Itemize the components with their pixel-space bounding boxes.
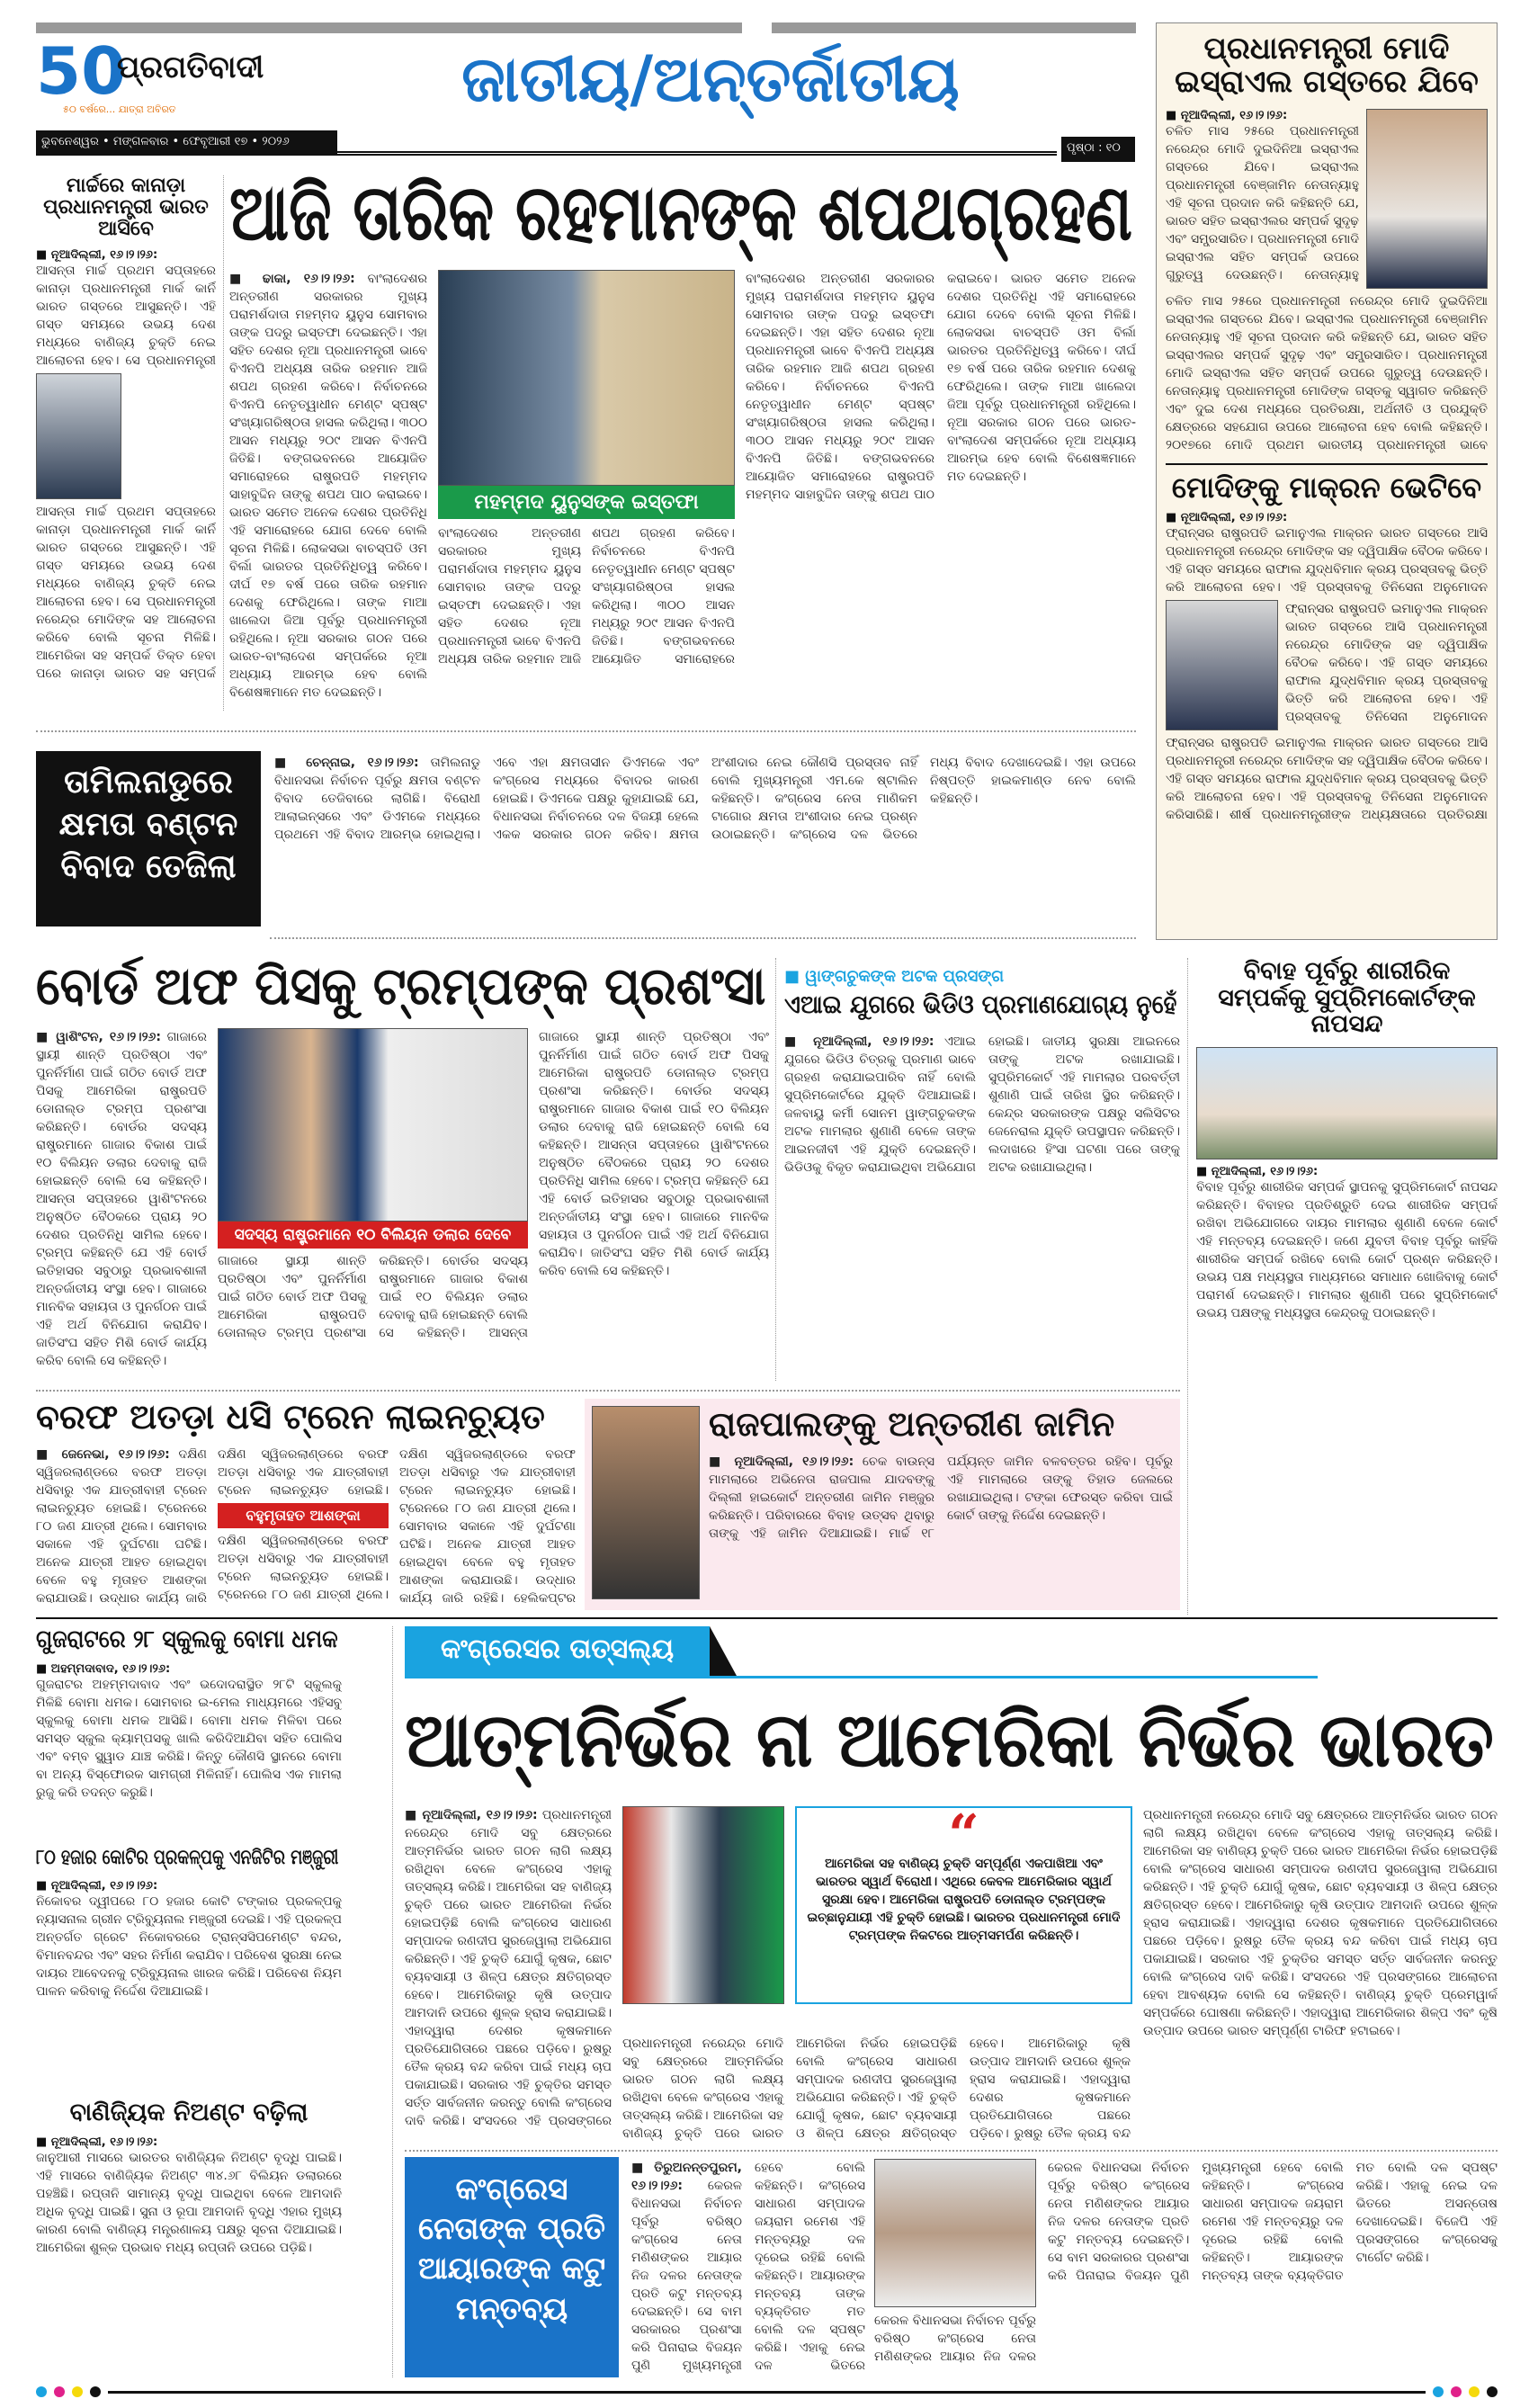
divider: [775, 958, 776, 1381]
headline-wrap: [36, 955, 769, 1021]
body-col1: [36, 1028, 207, 1370]
masthead-logo: [36, 33, 297, 121]
photo-caption: ମହମ୍ମଦ ୟୁନୁସଙ୍କ ଇସ୍ତଫା: [438, 486, 735, 519]
atmanirbhar-body-bottom: ପ୍ରଧାନମନ୍ତ୍ରୀ ନରେନ୍ଦ୍ର ମୋଦି ସବୁ କ୍ଷେତ୍ରରେ ଆତ୍ମନିର୍ଭର ଭାରତ ଗଠନ ଲାଗି ଲକ୍ଷ୍ୟ ରଖିଥିବା ବେଳେ କଂଗ୍ରେସ ଏହାକୁ ତାତ୍ସଲ୍ୟ କରିଛି। ଆମେରିକା ସହ ବାଣିଜ୍ୟ ଚୁକ୍ତି ପରେ ଭାରତ ଆମେରିକା ନିର୍ଭର ହୋଇପଡ଼ିଛି ବୋଲି କଂଗ୍ରେସ ସାଧାରଣ ସମ୍ପାଦକ ରଣଦୀପ ସୁରଜେୱାଲା ଅଭିଯୋଗ କରିଛନ୍ତି। ଏହି ଚୁକ୍ତି ଯୋଗୁଁ କୃଷକ, ଛୋଟ ବ୍ୟବସାୟୀ ଓ ଶିଳ୍ପ କ୍ଷେତ୍ର କ୍ଷତିଗ୍ରସ୍ତ ହେବେ। ଆମେରିକାରୁ କୃଷି ଉତ୍ପାଦ ଆମଦାନି ଉପରେ ଶୁଳ୍କ ହ୍ରାସ କରାଯାଇଛି। ଏହାଦ୍ୱାରା ଦେଶର କୃଷକମାନେ ପ୍ରତିଯୋଗିତାରେ ପଛରେ ପଡ଼ିବେ। ରୁଷରୁ ତୈଳ କ୍ରୟ ବନ୍ଦ: [622, 2037, 1131, 2141]
dateline: ■ ଢାକା, ୧୬।୨।୨୬:: [229, 272, 355, 286]
logo-name: ପ୍ରଗତିବାଦୀ: [117, 49, 264, 85]
top-bar-right: [772, 22, 1136, 33]
article-tarique: [229, 168, 1136, 720]
body-trade: ଜାନୁଆରୀ ମାସରେ ଭାରତର ବାଣିଜ୍ୟିକ ନିଅଣ୍ଟ ବୃଦ୍ଧି ପାଇଛି। ଏହି ମାସରେ ବାଣିଜ୍ୟିକ ନିଅଣ୍ଟ ୩୪.୬୮ ବିଲିୟନ ଡଲାରରେ ପହଞ୍ଚିଛି। ରପ୍ତାନି ସାମାନ୍ୟ ବୃଦ୍ଧି ପାଇଥିବା ବେଳେ ଆମଦାନି ଅଧିକ ବୃଦ୍ଧି ପାଇଛି। ସୁନା ଓ ରୂପା ଆମଦାନି ବୃଦ୍ଧି ଏହାର ମୁଖ୍ୟ କାରଣ ବୋଲି ବାଣିଜ୍ୟ ମନ୍ତ୍ରଣାଳୟ ପକ୍ଷରୁ ସୂଚନା ଦିଆଯାଇଛି। ଆମେରିକା ଶୁଳ୍କ ପ୍ରଭାବ ମଧ୍ୟ ରପ୍ତାନି ଉପରେ ପଡ଼ିଛି।: [36, 2151, 342, 2255]
divider: [1187, 958, 1188, 1615]
body-text: ଗାଜାରେ ସ୍ଥାୟୀ ଶାନ୍ତି ପ୍ରତିଷ୍ଠା ଏବଂ ପୁନର୍ନିର୍ମାଣ ପାଇଁ ଗଠିତ ବୋର୍ଡ ଅଫ ପିସକୁ ଆମେରିକା ରାଷ୍ଟ୍ରପତି ଡୋନାଲ୍ଡ ଟ୍ରମ୍ପ ପ୍ରଶଂସା କରିଛନ୍ତି। ବୋର୍ଡର ସଦସ୍ୟ ରାଷ୍ଟ୍ରମାନେ ଗାଜାର ବିକାଶ ପାଇଁ ୧୦ ବିଲିୟନ ଡଲାର ଦେବାକୁ ରାଜି ହୋଇଛନ୍ତି ବୋଲି ସେ କହିଛନ୍ତି। ଆସନ୍ତା ସପ୍ତାହରେ ୱାଶିଂଟନରେ ଅନୁଷ୍ଠିତ ବୈଠକରେ ପ୍ରାୟ ୨୦ ଦେଶର ପ୍ରତିନିଧି ସାମିଲ ହେବେ। ଟ୍ରମ୍ପ କହିଛନ୍ତି ଯେ ଏହି ବୋର୍ଡ ଇତିହାସର ସବୁଠାରୁ ପ୍ରଭାବଶାଳୀ ଅନ୍ତର୍ଜାତୀୟ ସଂସ୍ଥା ହେବ। ଗାଜାରେ ମାନବିକ ସହାୟତା ଓ ପୁନର୍ଗଠନ ପାଇଁ ଏହି ଅର୍ଥ ବିନିଯୋଗ କରାଯିବ। ଜାତିସଂଘ ସହିତ ମିଶି ବୋର୍ଡ କାର୍ଯ୍ୟ କରିବ ବୋଲି ସେ କହିଛନ୍ତି।: [36, 1030, 207, 1368]
surjewala-photo: [622, 1806, 784, 2004]
body-col1: [405, 1806, 612, 2130]
divider: [405, 2150, 1498, 2152]
aiyar-photo: [874, 2159, 1036, 2307]
masthead-dateline: ଭୁବନେଶ୍ୱର • ମଙ୍ଗଳବାର • ଫେବୃଆରୀ ୧୭ • ୨୦୨୬: [41, 135, 290, 148]
supreme-court-photo: [1196, 1047, 1498, 1159]
divider: [223, 175, 224, 711]
dateline-bar: [36, 130, 337, 156]
tamilnadu-headline-box: [36, 751, 261, 926]
body-col4: ପ୍ରଧାନମନ୍ତ୍ରୀ ନରେନ୍ଦ୍ର ମୋଦି ସବୁ କ୍ଷେତ୍ରରେ ଆତ୍ମନିର୍ଭର ଭାରତ ଗଠନ ଲାଗି ଲକ୍ଷ୍ୟ ରଖିଥିବା ବେଳେ କଂଗ୍ରେସ ଏହାକୁ ତାତ୍ସଲ୍ୟ କରିଛି। ଆମେରିକା ସହ ବାଣିଜ୍ୟ ଚୁକ୍ତି ପରେ ଭାରତ ଆମେରିକା ନିର୍ଭର ହୋଇପଡ଼ିଛି ବୋଲି କଂଗ୍ରେସ ସାଧାରଣ ସମ୍ପାଦକ ରଣଦୀପ ସୁରଜେୱାଲା ଅଭିଯୋଗ କରିଛନ୍ତି। ଏହି ଚୁକ୍ତି ଯୋଗୁଁ କୃଷକ, ଛୋଟ ବ୍ୟବସାୟୀ ଓ ଶିଳ୍ପ କ୍ଷେତ୍ର କ୍ଷତିଗ୍ରସ୍ତ ହେବେ। ଆମେରିକାରୁ କୃଷି ଉତ୍ପାଦ ଆମଦାନି ଉପରେ ଶୁଳ୍କ ହ୍ରାସ କରାଯାଇଛି। ଏହାଦ୍ୱାରା ଦେଶର କୃଷକମାନେ ପ୍ରତିଯୋଗିତାରେ ପଛରେ ପଡ଼ିବେ। ରୁଷରୁ ତୈଳ କ୍ରୟ ବନ୍ଦ କରିବା ପାଇଁ ମଧ୍ୟ ଚାପ ପକାଯାଇଛି। ସରକାର ଏହି ଚୁକ୍ତିର ସମସ୍ତ ସର୍ତ୍ତ ସାର୍ବଜନୀନ କରନ୍ତୁ ବୋଲି କଂଗ୍ରେସ ଦାବି କରିଛି। ସଂସଦରେ ଏହି ପ୍ରସଙ୍ଗରେ ଆଲୋଚନା ହେବା ଆବଶ୍ୟକ ବୋଲି ସେ କହିଛନ୍ତି। ବାଣିଜ୍ୟ ଚୁକ୍ତି ପ୍ରେମୱାର୍କ ସମ୍ପର୍କରେ ଘୋଷଣା କରିଛନ୍ତି। ଏହାଦ୍ୱାରା ଆମେରିକାର ଶିଳ୍ପ ଏବଂ କୃଷି ଉତ୍ପାଦ ଉପରେ ଭାରତ ସମ୍ପୂର୍ଣ୍ଣ ଟାରିଫ ହଟାଇବେ।: [1143, 1808, 1498, 2038]
headline: ମାର୍ଚ୍ଚରେ କାନାଡ଼ା ପ୍ରଧାନମନ୍ତ୍ରୀ ଭାରତ ଆସିବେ: [43, 175, 209, 241]
yunus-photo: [438, 270, 735, 486]
article-wangchuk: [784, 967, 1180, 1381]
divider: [36, 1390, 1180, 1392]
divider: [392, 1626, 393, 2377]
dateline: ■ ନୂଆଦିଲ୍ଲୀ, ୧୬।୨।୨୬:: [36, 2135, 158, 2149]
modi-photo: [1366, 109, 1488, 289]
article-train: [36, 1399, 576, 1610]
dateline: ■ ନୂଆଦିଲ୍ଲୀ, ୧୬।୨।୨୬:: [405, 1808, 538, 1822]
body-ngt: ନିକୋବର ଦ୍ୱୀପରେ ୮୦ ହଜାର କୋଟି ଟଙ୍କାର ପ୍ରକଳ୍ପକୁ ନ୍ୟାସନାଲ ଗ୍ରୀନ ଟ୍ରିବ୍ୟୁନାଲ ମଞ୍ଜୁରୀ ଦେଇଛି। ଏହି ପ୍ରକଳ୍ପ ଅନ୍ତର୍ଗତ ଗ୍ରେଟ ନିକୋବରରେ ଟ୍ରାନ୍ସସିପମେଣ୍ଟ ବନ୍ଦର, ବିମାନବନ୍ଦର ଏବଂ ସହର ନିର୍ମାଣ କରାଯିବ। ପରିବେଶ ସୁରକ୍ଷା ନେଇ ଦାୟର ଆବେଦନକୁ ଟ୍ରିବ୍ୟୁନାଲ ଖାରଜ କରିଛି। ପରିବେଶ ନିୟମ ପାଳନ କରିବାକୁ ନିର୍ଦ୍ଦେଶ ଦିଆଯାଇଛି।: [36, 1894, 342, 1999]
headline-wrap: [36, 1399, 576, 1440]
headline: ବୋର୍ଡ ଅଫ ପିସକୁ ଟ୍ରମ୍ପଙ୍କ ପ୍ରଶଂସା: [36, 955, 766, 1016]
article-body-cont: ଫ୍ରାନ୍ସର ରାଷ୍ଟ୍ରପତି ଇମାନୁଏଲ ମାକ୍ରନ ଭାରତ ଗସ୍ତରେ ଆସି ପ୍ରଧାନମନ୍ତ୍ରୀ ନରେନ୍ଦ୍ର ମୋଦିଙ୍କ ସହ ଦ୍ୱିପାକ୍ଷିକ ବୈଠକ କରିବେ। ଏହି ଗସ୍ତ ସମୟରେ ରାଫାଲ ଯୁଦ୍ଧବିମାନ କ୍ରୟ ପ୍ରସ୍ତାବକୁ ଭିତ୍ତି କରି ଆଲୋଚନା ହେବ। ଏହି ପ୍ରସ୍ତାବକୁ ତିନିସେନା ଅନୁମୋଦନ କରିସାରିଛି। ଶୀର୍ଷ ପ୍ରଧାନମନ୍ତ୍ରୀଙ୍କ ଅଧ୍ୟକ୍ଷତାରେ ପ୍ରତିରକ୍ଷା: [1166, 735, 1488, 822]
dateline: ■ ନୂଆଦିଲ୍ଲୀ, ୧୬।୨।୨୬:: [1166, 510, 1288, 524]
aiyar-body-left: [631, 2159, 865, 2375]
article-body: [784, 1033, 1180, 1356]
article-body: ଆସନ୍ତା ମାର୍ଚ୍ଚ ପ୍ରଥମ ସପ୍ତାହରେ କାନାଡ଼ା ପ୍ରଧାନମନ୍ତ୍ରୀ ମାର୍କ କାର୍ନି ଭାରତ ଗସ୍ତରେ ଆସୁଛନ୍ତି। ଏହି ଗସ୍ତ ସମୟରେ ଉଭୟ ଦେଶ ମଧ୍ୟରେ ବାଣିଜ୍ୟ ଚୁକ୍ତି ନେଇ ଆଲୋଚନା ହେବ। ସେ ପ୍ରଧାନମନ୍ତ୍ରୀ: [36, 263, 216, 368]
headline-wrap: [36, 1847, 342, 1874]
article-body: [709, 1453, 1173, 1597]
aiyar-headline-box: [405, 2157, 619, 2377]
body-col2b: ଦକ୍ଷିଣ ସ୍ୱିଜରଲାଣ୍ଡରେ ବରଫ ଅତଡ଼ା ଧସିବାରୁ ଏକ ଯାତ୍ରୀବାହୀ ଟ୍ରେନ ଲାଇନଚ୍ୟୁତ ହୋଇଛି। ଟ୍ରେନରେ ୮୦ ଜଣ ଯାତ୍ରୀ ଥିଲେ।: [218, 1534, 389, 1602]
headline-wrap: [405, 1698, 1498, 1788]
rajpal-photo: [592, 1406, 700, 1599]
headline: ଏଆଇ ଯୁଗରେ ଭିଡିଓ ପ୍ରମାଣଯୋଗ୍ୟ ନୁହେଁ: [784, 989, 1177, 1019]
aiyar-body-under-photo: କେରଳ ବିଧାନସଭା ନିର୍ବାଚନ ପୂର୍ବରୁ ବରିଷ୍ଠ କଂଗ୍ରେସ ନେତା ମଣିଶଙ୍କର ଆୟାର ନିଜ ଦଳର: [874, 2314, 1036, 2364]
article-canada: [36, 175, 216, 711]
quote-text: ଆମେରିକା ସହ ବାଣିଜ୍ୟ ଚୁକ୍ତି ସମ୍ପୂର୍ଣ୍ଣ ଏକପାଖିଆ ଏବଂ ଭାରତର ସ୍ୱାର୍ଥ ବିରୋଧୀ। ଏଥିରେ କେବଳ ଆମେରିକାର ସ୍ୱାର୍ଥ ସୁରକ୍ଷା ହେବ। ଆମେରିକା ରାଷ୍ଟ୍ରପତି ଡୋନାଲ୍ଡ ଟ୍ରମ୍ପଙ୍କ ଇଚ୍ଛାନୁଯାୟୀ ଏହି ଚୁକ୍ତି ହୋଇଛି। ଭାରତର ପ୍ରଧାନମନ୍ତ୍ରୀ ମୋଦି ଟ୍ରମ୍ପଙ୍କ ନିକଟରେ ଆତ୍ମସମର୍ପଣ କରିଛନ୍ତି।: [807, 1857, 1121, 1943]
dateline: ■ ନୂଆଦିଲ୍ଲୀ, ୧୬।୨।୨୬:: [1166, 108, 1288, 122]
logo-tagline: ୫୦ ବର୍ଷରେ... ଯାତ୍ରା ଅବିରତ: [63, 103, 176, 115]
article-trump: [36, 955, 769, 1381]
body-text: ତାମିଲନାଡୁ ବିଧାନସଭା ନିର୍ବାଚନ ପୂର୍ବରୁ କ୍ଷମତା ବଣ୍ଟନ ବିବାଦ ତେଜିବାରେ ଲାଗିଛି। ବିରୋଧୀ ଆଲାଇନ୍ସରେ ଏବଂ ଡିଏମକେ ମଧ୍ୟରେ ପ୍ରଥମେ ଏହି ବିବାଦ ଆରମ୍ଭ ହୋଇଥିଲା। ଏବେ ଏହା କ୍ଷମତାସୀନ ଡିଏମକେ ଏବଂ କଂଗ୍ରେସ ମଧ୍ୟରେ ବିବାଦର କାରଣ ହୋଇଛି। ଡିଏମକେ ପକ୍ଷରୁ କୁହାଯାଇଛି ଯେ, ବିଧାନସଭା ନିର୍ବାଚନରେ ଦଳ ବିଜୟୀ ହେଲେ ଏକକ ସରକାର ଗଠନ କରିବ। କ୍ଷମତା ଅଂଶୀଦାର ନେଇ କୌଣସି ପ୍ରସ୍ତାବ ନାହିଁ ବୋଲି ମୁଖ୍ୟମନ୍ତ୍ରୀ ଏମ.କେ ଷ୍ଟାଲିନ କହିଛନ୍ତି। କଂଗ୍ରେସ ନେତା ମାଣିକମ ଟାଗୋର କ୍ଷମତା ଅଂଶୀଦାର ନେଇ ପ୍ରଶ୍ନ ଉଠାଇଛନ୍ତି। କଂଗ୍ରେସ ଦଳ ଭିତରେ ମଧ୍ୟ ବିବାଦ ଦେଖାଦେଇଛି। ଏହା ଉପରେ ନିଷ୍ପତ୍ତି ହାଇକମାଣ୍ଡ ନେବ ବୋଲି କହିଛନ୍ତି।: [274, 756, 1136, 842]
headline-wrap: [229, 168, 1136, 261]
registration-marks: [36, 2386, 1498, 2398]
train-tag: ବହୁମୃତାହତ ଆଶଙ୍କା: [218, 1503, 389, 1528]
article-body-col1: [229, 270, 427, 702]
body-text: ଏଆଇ ଯୁଗରେ ଭିଡିଓ ଚିତ୍ରକୁ ପ୍ରମାଣ ଭାବେ ଗ୍ରହଣ କରାଯାଇପାରିବ ନାହିଁ ବୋଲି ସୁପ୍ରିମକୋର୍ଟରେ ଯୁକ୍ତି ଦିଆଯାଇଛି। ଜଳବାୟୁ କର୍ମୀ ସୋନମ ୱାଙ୍ଗଚୁକଙ୍କ ଅଟକ ମାମଲାର ଶୁଣାଣି ବେଳେ ତାଙ୍କ ଆଇନଜୀବୀ ଏହି ଯୁକ୍ତି ଦେଇଛନ୍ତି। ଭିଡିଓକୁ ବିକୃତ କରାଯାଇଥିବା ଅଭିଯୋଗ ହୋଇଛି। ଜାତୀୟ ସୁରକ୍ଷା ଆଇନରେ ତାଙ୍କୁ ଅଟକ ରଖାଯାଇଛି। ସୁପ୍ରିମକୋର୍ଟ ଏହି ମାମଲାର ପରବର୍ତ୍ତୀ ଶୁଣାଣି ପାଇଁ ତାରିଖ ସ୍ଥିର କରିଛନ୍ତି। କେନ୍ଦ୍ର ସରକାରଙ୍କ ପକ୍ଷରୁ ସଲିସିଟର ଜେନେରାଲ ଯୁକ୍ତି ଉପସ୍ଥାପନ କରିଛନ୍ତି। ଲଦାଖରେ ହିଂସା ଘଟଣା ପରେ ତାଙ୍କୁ ଅଟକ ରଖାଯାଇଥିଲା।: [784, 1034, 1180, 1175]
photo-block: [438, 270, 735, 702]
quote-icon: “: [948, 1806, 979, 1866]
article-body: ବିବାହ ପୂର୍ବରୁ ଶାରୀରିକ ସମ୍ପର୍କ ସ୍ଥାପନକୁ ସୁପ୍ରିମକୋର୍ଟ ନାପସନ୍ଦ କରିଛନ୍ତି। ବିବାହର ପ୍ରତିଶ୍ରୁତି ଦେଇ ଶାରୀରିକ ସମ୍ପର୍କ ରଖିବା ଅଭିଯୋଗରେ ଦାୟର ମାମଲାର ଶୁଣାଣି ବେଳେ କୋର୍ଟ ଏହି ମନ୍ତବ୍ୟ ଦେଇଛନ୍ତି। ଜଣେ ଯୁବତୀ ବିବାହ ପୂର୍ବରୁ କାହିଁକି ଶାରୀରିକ ସମ୍ପର୍କ ରଖିବେ ବୋଲି କୋର୍ଟ ପ୍ରଶ୍ନ କରିଛନ୍ତି। ଉଭୟ ପକ୍ଷ ମଧ୍ୟସ୍ଥତା ମାଧ୍ୟମରେ ସମାଧାନ ଖୋଜିବାକୁ କୋର୍ଟ ପରାମର୍ଶ ଦେଇଛନ୍ତି। ମାମଲାର ଶୁଣାଣି ପରେ ସୁପ୍ରିମକୋର୍ଟ ଉଭୟ ପକ୍ଷଙ୍କୁ ମଧ୍ୟସ୍ଥତା କେନ୍ଦ୍ରକୁ ପଠାଇଛନ୍ତି।: [1196, 1180, 1498, 1321]
body-text: ଚେକ ବାଉନ୍ସ ମାମଲାରେ ଅଭିନେତା ରାଜପାଲ ଯାଦବଙ୍କୁ ଦିଲ୍ଲୀ ହାଇକୋର୍ଟ ଅନ୍ତରୀଣ ଜାମିନ ମଞ୍ଜୁର କରିଛନ୍ତି। ପରିବାରରେ ବିବାହ ଉତ୍ସବ ଥିବାରୁ ତାଙ୍କୁ ଏହି ଜାମିନ ଦିଆଯାଇଛି। ମାର୍ଚ୍ଚ ୧୮ ପର୍ଯ୍ୟନ୍ତ ଜାମିନ ବଳବତ୍ତର ରହିବ। ପୂର୍ବରୁ ଏହି ମାମଲାରେ ତାଙ୍କୁ ତିହାଡ ଜେଲରେ ରଖାଯାଇଥିଲା। ଟଙ୍କା ଫେରସ୍ତ କରିବା ପାଇଁ କୋର୍ଟ ତାଙ୍କୁ ନିର୍ଦ୍ଦେଶ ଦେଇଛନ୍ତି।: [709, 1455, 1173, 1541]
divider: [36, 1617, 1498, 1619]
dateline: ■ ନୂଆଦିଲ୍ଲୀ, ୧୬।୨।୨୬:: [709, 1455, 854, 1469]
quote-box: [795, 1806, 1132, 2004]
body-cont: ଗାଜାରେ ସ୍ଥାୟୀ ଶାନ୍ତି ପ୍ରତିଷ୍ଠା ଏବଂ ପୁନର୍ନିର୍ମାଣ ପାଇଁ ଗଠିତ ବୋର୍ଡ ଅଫ ପିସକୁ ଆମେରିକା ରାଷ୍ଟ୍ରପତି ଡୋନାଲ୍ଡ ଟ୍ରମ୍ପ ପ୍ରଶଂସା କରିଛନ୍ତି। ବୋର୍ଡର ସଦସ୍ୟ ରାଷ୍ଟ୍ରମାନେ ଗାଜାର ବିକାଶ ପାଇଁ ୧୦ ବିଲିୟନ ଡଲାର ଦେବାକୁ ରାଜି ହୋଇଛନ୍ତି ବୋଲି ସେ କହିଛନ୍ତି। ଆସନ୍ତା: [218, 1254, 528, 1340]
dateline: ■ ନୂଆଦିଲ୍ଲୀ, ୧୬।୨।୨୬:: [36, 1879, 158, 1893]
dateline: ■ ଅହମ୍ମଦାବାଦ, ୧୬।୨।୨୬:: [36, 1662, 171, 1676]
headline-modi-israel: ପ୍ରଧାନମନ୍ତ୍ରୀ ମୋଦି ଇସ୍ରାଏଲ ଗସ୍ତରେ ଯିବେ: [1175, 31, 1479, 101]
headline: ତାମିଲନାଡୁରେ କ୍ଷମତା ବଣ୍ଟନ ବିବାଦ ତେଜିଲା: [58, 764, 238, 885]
body-text: ପ୍ରଧାନମନ୍ତ୍ରୀ ନରେନ୍ଦ୍ର ମୋଦି ସବୁ କ୍ଷେତ୍ରରେ ଆତ୍ମନିର୍ଭର ଭାରତ ଗଠନ ଲାଗି ଲକ୍ଷ୍ୟ ରଖିଥିବା ବେଳେ କଂଗ୍ରେସ ଏହାକୁ ତାତ୍ସଲ୍ୟ କରିଛି। ଆମେରିକା ସହ ବାଣିଜ୍ୟ ଚୁକ୍ତି ପରେ ଭାରତ ଆମେରିକା ନିର୍ଭର ହୋଇପଡ଼ିଛି ବୋଲି କଂଗ୍ରେସ ସାଧାରଣ ସମ୍ପାଦକ ରଣଦୀପ ସୁରଜେୱାଲା ଅଭିଯୋଗ କରିଛନ୍ତି। ଏହି ଚୁକ୍ତି ଯୋଗୁଁ କୃଷକ, ଛୋଟ ବ୍ୟବସାୟୀ ଓ ଶିଳ୍ପ କ୍ଷେତ୍ର କ୍ଷତିଗ୍ରସ୍ତ ହେବେ। ଆମେରିକାରୁ କୃଷି ଉତ୍ପାଦ ଆମଦାନି ଉପରେ ଶୁଳ୍କ ହ୍ରାସ କରାଯାଇଛି। ଏହାଦ୍ୱାରା ଦେଶର କୃଷକମାନେ ପ୍ରତିଯୋଗିତାରେ ପଛରେ ପଡ଼ିବେ। ରୁଷରୁ ତୈଳ କ୍ରୟ ବନ୍ଦ କରିବା ପାଇଁ ମଧ୍ୟ ଚାପ ପକାଯାଇଛି। ସରକାର ଏହି ଚୁକ୍ତିର ସମସ୍ତ ସର୍ତ୍ତ ସାର୍ବଜନୀନ କରନ୍ତୁ ବୋଲି କଂଗ୍ରେସ ଦାବି କରିଛି। ସଂସଦରେ ଏହି ପ୍ରସଙ୍ଗରେ: [405, 1808, 612, 2128]
headline-macron: ମୋଦିଙ୍କୁ ମାକ୍ରନ ଭେଟିବେ: [1171, 470, 1482, 505]
section-title-wrap: [387, 42, 1034, 121]
body-cont: ବାଂଲାଦେଶର ଅନ୍ତରୀଣ ସରକାରର ମୁଖ୍ୟ ପରାମର୍ଶଦାତା ମହମ୍ମଦ ୟୁନୁସ ସୋମବାର ତାଙ୍କ ପଦରୁ ଇସ୍ତଫା ଦେଇଛନ୍ତି। ଏହା ସହିତ ଦେଶର ନୂଆ ପ୍ରଧାନମନ୍ତ୍ରୀ ଭାବେ ବିଏନପି ଅଧ୍ୟକ୍ଷ ତାରିକ ରହମାନ ଆଜି ଶପଥ ଗ୍ରହଣ କରିବେ। ନିର୍ବାଚନରେ ବିଏନପି ନେତୃତ୍ୱାଧୀନ ମେଣ୍ଟ ସ୍ପଷ୍ଟ ସଂଖ୍ୟାଗରିଷ୍ଠତା ହାସଲ କରିଥିଲା। ୩୦୦ ଆସନ ମଧ୍ୟରୁ ୨୦୯ ଆସନ ବିଏନପି ଜିତିଛି। ବଙ୍ଗଭବନରେ ଆୟୋଜିତ ସମାରୋହରେ: [438, 526, 735, 667]
headline-wrap: [709, 1406, 1173, 1447]
divider: [36, 730, 1136, 732]
right-sidebar-box: [1156, 22, 1498, 940]
logo-number: 50: [36, 33, 127, 109]
headline-wrap: [784, 991, 1180, 1024]
macron-photo: [1166, 600, 1278, 730]
kicker: ■ ୱାଙ୍ଗଚୁକଙ୍କ ଅଟକ ପ୍ରସଙ୍ଗ: [784, 967, 1005, 986]
article-body-cont: ଚଳିତ ମାସ ୨୫ରେ ପ୍ରଧାନମନ୍ତ୍ରୀ ନରେନ୍ଦ୍ର ମୋଦି ଦୁଇଦିନିଆ ଇସ୍ରାଏଲ ଗସ୍ତରେ ଯିବେ। ଇସ୍ରାଏଲ ପ୍ରଧାନମନ୍ତ୍ରୀ ବେଞ୍ଜାମିନ ନେତାନ୍ୟାହୁ ଏହି ସୂଚନା ପ୍ରଦାନ କରି କହିଛନ୍ତି ଯେ, ଭାରତ ସହିତ ଇସ୍ରାଏଲର ସମ୍ପର୍କ ସୁଦୃଢ଼ ଏବଂ ସମ୍ପ୍ରସାରିତ। ପ୍ରଧାନମନ୍ତ୍ରୀ ମୋଦି ଇସ୍ରାଏଲ ସହିତ ସମ୍ପର୍କ ଉପରେ ଗୁରୁତ୍ୱ ଦେଉଛନ୍ତି। ନେତାନ୍ୟାହୁ ପ୍ରଧାନମନ୍ତ୍ରୀ ମୋଦିଙ୍କ ଗସ୍ତକୁ ସ୍ୱାଗତ କରିଛନ୍ତି ଏବଂ ଦୁଇ ଦେଶ ମଧ୍ୟରେ ପ୍ରତିରକ୍ଷା, ଅର୍ଥନୀତି ଓ ପ୍ରଯୁକ୍ତି କ୍ଷେତ୍ରରେ ସହଯୋଗ ଉପରେ ଆଲୋଚନା ହେବ ବୋଲି କହିଛନ୍ତି। ୨୦୧୭ରେ ମୋଦି ପ୍ରଥମ ଭାରତୀୟ ପ୍ରଧାନମନ୍ତ୍ରୀ ଭାବେ: [1166, 293, 1488, 452]
body-text: ବାଂଲାଦେଶର ଅନ୍ତରୀଣ ସରକାରର ମୁଖ୍ୟ ପରାମର୍ଶଦାତା ମହମ୍ମଦ ୟୁନୁସ ସୋମବାର ତାଙ୍କ ପଦରୁ ଇସ୍ତଫା ଦେଇଛନ୍ତି। ଏହା ସହିତ ଦେଶର ନୂଆ ପ୍ରଧାନମନ୍ତ୍ରୀ ଭାବେ ବିଏନପି ଅଧ୍ୟକ୍ଷ ତାରିକ ରହମାନ ଆଜି ଶପଥ ଗ୍ରହଣ କରିବେ। ନିର୍ବାଚନରେ ବିଏନପି ନେତୃତ୍ୱାଧୀନ ମେଣ୍ଟ ସ୍ପଷ୍ଟ ସଂଖ୍ୟାଗରିଷ୍ଠତା ହାସଲ କରିଥିଲା। ୩୦୦ ଆସନ ମଧ୍ୟରୁ ୨୦୯ ଆସନ ବିଏନପି ଜିତିଛି। ବଙ୍ଗଭବନରେ ଆୟୋଜିତ ସମାରୋହରେ ରାଷ୍ଟ୍ରପତି ମହମ୍ମଦ ସାହାବୁଦ୍ଦିନ ତାଙ୍କୁ ଶପଥ ପାଠ କରାଇବେ। ଭାରତ ସମେତ ଅନେକ ଦେଶର ପ୍ରତିନିଧି ଏହି ସମାରୋହରେ ଯୋଗ ଦେବେ ବୋଲି ସୂଚନା ମିଳିଛି। ଲୋକସଭା ବାଚସ୍ପତି ଓମ ବିର୍ଲା ଭାରତର ପ୍ରତିନିଧିତ୍ୱ କରିବେ। ଦୀର୍ଘ ୧୭ ବର୍ଷ ପରେ ତାରିକ ରହମାନ ଦେଶକୁ ଫେରିଥିଲେ। ତାଙ୍କ ମାଆ ଖାଲେଦା ଜିଆ ପୂର୍ବରୁ ପ୍ରଧାନମନ୍ତ୍ରୀ ରହିଥିଲେ। ନୂଆ ସରକାର ଗଠନ ପରେ ଭାରତ-ବାଂଲାଦେଶ ସମ୍ପର୍କରେ ନୂଆ ଅଧ୍ୟାୟ ଆରମ୍ଭ ହେବ ବୋଲି ବିଶେଷଜ୍ଞମାନେ ମତ ଦେଇଛନ୍ତି।: [229, 272, 427, 700]
aiyar-body-right: କେରଳ ବିଧାନସଭା ନିର୍ବାଚନ ପୂର୍ବରୁ ବରିଷ୍ଠ କଂଗ୍ରେସ ନେତା ମଣିଶଙ୍କର ଆୟାର ନିଜ ଦଳର ନେତାଙ୍କ ପ୍ରତି କଟୁ ମନ୍ତବ୍ୟ ଦେଇଛନ୍ତି। ସେ ବାମ ସରକାରର ପ୍ରଶଂସା କରି ପିନାରାଇ ବିଜୟନ ପୁଣି ମୁଖ୍ୟମନ୍ତ୍ରୀ ହେବେ ବୋଲି କହିଛନ୍ତି। କଂଗ୍ରେସ ସାଧାରଣ ସମ୍ପାଦକ ଜୟରାମ ରମେଶ ଏହି ମନ୍ତବ୍ୟରୁ ଦଳ ଦୂରେଇ ରହିଛି ବୋଲି କହିଛନ୍ତି। ଆୟାରଙ୍କ ମନ୍ତବ୍ୟ ତାଙ୍କ ବ୍ୟକ୍ତିଗତ ମତ ବୋଲି ଦଳ ସ୍ପଷ୍ଟ କରିଛି। ଏହାକୁ ନେଇ ଦଳ ଭିତରେ ଅସନ୍ତୋଷ ଦେଖାଦେଇଛି। ବିଜେପି ଏହି ପ୍ରସଙ୍ଗରେ କଂଗ୍ରେସକୁ ଟାର୍ଗେଟ କରିଛି।: [1048, 2161, 1498, 2283]
dateline: ■ ନୂଆଦିଲ୍ଲୀ, ୧୬।୨।୨୬:: [1196, 1165, 1319, 1179]
divider: [270, 937, 1136, 939]
headline: କଂଗ୍ରେସ ନେତାଙ୍କ ପ୍ରତି ଆୟାରଙ୍କ କଟୁ ମନ୍ତବ୍ୟ: [417, 2171, 606, 2327]
body-col3: ଦକ୍ଷିଣ ସ୍ୱିଜରଲାଣ୍ଡରେ ବରଫ ଅତଡ଼ା ଧସିବାରୁ ଏକ ଯାତ୍ରୀବାହୀ ଟ୍ରେନ ଲାଇନଚ୍ୟୁତ ହୋଇଛି। ଟ୍ରେନରେ ୮୦ ଜଣ ଯାତ୍ରୀ ଥିଲେ। ସୋମବାର ସକାଳେ ଏହି ଦୁର୍ଘଟଣା ଘଟିଛି। ଅନେକ ଯାତ୍ରୀ ଆହତ ହୋଇଥିବା ବେଳେ ବହୁ ମୃତାହତ ଆଶଙ୍କା କରାଯାଉଛି। ଉଦ୍ଧାର କାର୍ଯ୍ୟ ଜାରି ରହିଛି। ହେଲିକପ୍ଟର: [399, 1447, 576, 1606]
headline: ଆଜି ତାରିକ ରହମାନଙ୍କ ଶପଥଗ୍ରହଣ: [229, 168, 1132, 258]
headline: ଆତ୍ମନିର୍ଭର ନା ଆମେରିକା ନିର୍ଭର ଭାରତ: [405, 1696, 1494, 1784]
dateline: ■ ୱାଶିଂଟନ, ୧୬।୨।୨୬:: [36, 1030, 161, 1044]
section-title: ଜାତୀୟ/ଅନ୍ତର୍ଜାତୀୟ: [461, 42, 960, 116]
body-col2: ଦକ୍ଷିଣ ସ୍ୱିଜରଲାଣ୍ଡରେ ବରଫ ଅତଡ଼ା ଧସିବାରୁ ଏକ ଯାତ୍ରୀବାହୀ ଟ୍ରେନ ଲାଇନଚ୍ୟୁତ ହୋଇଛି।: [218, 1447, 389, 1498]
article-body-right: ବାଂଲାଦେଶର ଅନ୍ତରୀଣ ସରକାରର ମୁଖ୍ୟ ପରାମର୍ଶଦାତା ମହମ୍ମଦ ୟୁନୁସ ସୋମବାର ତାଙ୍କ ପଦରୁ ଇସ୍ତଫା ଦେଇଛନ୍ତି। ଏହା ସହିତ ଦେଶର ନୂଆ ପ୍ରଧାନମନ୍ତ୍ରୀ ଭାବେ ବିଏନପି ଅଧ୍ୟକ୍ଷ ତାରିକ ରହମାନ ଆଜି ଶପଥ ଗ୍ରହଣ କରିବେ। ନିର୍ବାଚନରେ ବିଏନପି ନେତୃତ୍ୱାଧୀନ ମେଣ୍ଟ ସ୍ପଷ୍ଟ ସଂଖ୍ୟାଗରିଷ୍ଠତା ହାସଲ କରିଥିଲା। ୩୦୦ ଆସନ ମଧ୍ୟରୁ ୨୦୯ ଆସନ ବିଏନପି ଜିତିଛି। ବଙ୍ଗଭବନରେ ଆୟୋଜିତ ସମାରୋହରେ ରାଷ୍ଟ୍ରପତି ମହମ୍ମଦ ସାହାବୁଦ୍ଦିନ ତାଙ୍କୁ ଶପଥ ପାଠ କରାଇବେ। ଭାରତ ସମେତ ଅନେକ ଦେଶର ପ୍ରତିନିଧି ଏହି ସମାରୋହରେ ଯୋଗ ଦେବେ ବୋଲି ସୂଚନା ମିଳିଛି। ଲୋକସଭା ବାଚସ୍ପତି ଓମ ବିର୍ଲା ଭାରତର ପ୍ରତିନିଧିତ୍ୱ କରିବେ। ଦୀର୍ଘ ୧୭ ବର୍ଷ ପରେ ତାରିକ ରହମାନ ଦେଶକୁ ଫେରିଥିଲେ। ତାଙ୍କ ମାଆ ଖାଲେଦା ଜିଆ ପୂର୍ବରୁ ପ୍ରଧାନମନ୍ତ୍ରୀ ରହିଥିଲେ। ନୂଆ ସରକାର ଗଠନ ପରେ ଭାରତ-ବାଂଲାଦେଶ ସମ୍ପର୍କରେ ନୂଆ ଅଧ୍ୟାୟ ଆରମ୍ଭ ହେବ ବୋଲି ବିଶେଷଜ୍ଞମାନେ ମତ ଦେଇଛନ୍ତି।: [746, 272, 1136, 502]
kicker-triangle: [710, 1626, 737, 1676]
dateline: ■ ନୂଆଦିଲ୍ଲୀ, ୧୬।୨।୨୬:: [784, 1034, 934, 1049]
body-col1: [36, 1446, 207, 1607]
headline: ରାଜପାଲଙ୍କୁ ଅନ୍ତରୀଣ ଜାମିନ: [709, 1404, 1115, 1444]
trump-photo: [218, 1028, 528, 1222]
top-bar-left: [36, 22, 742, 33]
body-gujarat: ଗୁଜରାଟର ଅହମ୍ମଦାବାଦ ଏବଂ ଭଦୋଦରାସ୍ଥିତ ୨୮ଟି ସ୍କୁଲକୁ ମିଳିଛି ବୋମା ଧମକ। ସୋମବାର ଇ-ମେଲ ମାଧ୍ୟମରେ ଏହିସବୁ ସ୍କୁଲକୁ ବୋମା ଧମକ ଆସିଛି। ବୋମା ଧମକ ମିଳିବା ପରେ ସମସ୍ତ ସ୍କୁଲ କ୍ୟାମ୍ପସକୁ ଖାଲି କରିଦିଆଯିବା ସହିତ ପୋଲିସ ଏବଂ ବମ୍ବ ସ୍କ୍ୱାଡ ଯାଞ୍ଚ କରିଛି। କିନ୍ତୁ କୌଣସି ସ୍ଥାନରେ ବୋମା ବା ଅନ୍ୟ ବିସ୍ଫୋରକ ସାମଗ୍ରୀ ମିଳିନାହିଁ। ପୋଲିସ ଏକ ମାମଲା ରୁଜୁ କରି ତଦନ୍ତ କରୁଛି।: [36, 1678, 342, 1800]
body-text: କେରଳ ବିଧାନସଭା ନିର୍ବାଚନ ପୂର୍ବରୁ ବରିଷ୍ଠ କଂଗ୍ରେସ ନେତା ମଣିଶଙ୍କର ଆୟାର ନିଜ ଦଳର ନେତାଙ୍କ ପ୍ରତି କଟୁ ମନ୍ତବ୍ୟ ଦେଇଛନ୍ତି। ସେ ବାମ ସରକାରର ପ୍ରଶଂସା କରି ପିନାରାଇ ବିଜୟନ ପୁଣି ମୁଖ୍ୟମନ୍ତ୍ରୀ ହେବେ ବୋଲି କହିଛନ୍ତି। କଂଗ୍ରେସ ସାଧାରଣ ସମ୍ପାଦକ ଜୟରାମ ରମେଶ ଏହି ମନ୍ତବ୍ୟରୁ ଦଳ ଦୂରେଇ ରହିଛି ବୋଲି କହିଛନ୍ତି। ଆୟାରଙ୍କ ମନ୍ତବ୍ୟ ତାଙ୍କ ବ୍ୟକ୍ତିଗତ ମତ ବୋଲି ଦଳ ସ୍ପଷ୍ଟ କରିଛି। ଏହାକୁ ନେଇ ଦଳ ଭିତରେ: [631, 2161, 865, 2373]
left-lower-column: [36, 1626, 342, 2377]
headline-wrap: [36, 2099, 342, 2130]
dateline: ■ ନୂଆଦିଲ୍ଲୀ, ୧୬।୨।୨୬:: [36, 247, 158, 262]
carney-photo: [36, 373, 121, 499]
headline-wrap: [36, 1626, 342, 1657]
article-tamilnadu-body: [274, 754, 1136, 916]
dateline: ■ ଚେନ୍ନାଇ, ୧୬।୨।୨୬:: [274, 756, 419, 770]
headline: ବରଫ ଅତଡ଼ା ଧସି ଟ୍ରେନ ଲାଇନଚ୍ୟୁତ: [36, 1397, 545, 1437]
article-sc-marriage: [1196, 958, 1498, 1610]
headline-ngt: ୮୦ ହଜାର କୋଟିର ପ୍ରକଳ୍ପକୁ ଏନଜିଟିର ମଞ୍ଜୁରୀ: [36, 1846, 339, 1869]
masthead-rule: [337, 151, 1057, 156]
article-body-side: ଫ୍ରାନ୍ସର ରାଷ୍ଟ୍ରପତି ଇମାନୁଏଲ ମାକ୍ରନ ଭାରତ ଗସ୍ତରେ ଆସି ପ୍ରଧାନମନ୍ତ୍ରୀ ନରେନ୍ଦ୍ର ମୋଦିଙ୍କ ସହ ଦ୍ୱିପାକ୍ଷିକ ବୈଠକ କରିବେ। ଏହି ଗସ୍ତ ସମୟରେ ରାଫାଲ ଯୁଦ୍ଧବିମାନ କ୍ରୟ ପ୍ରସ୍ତାବକୁ ଭିତ୍ତି କରି ଆଲୋଚନା ହେବ। ଏହି ପ୍ରସ୍ତାବକୁ ତିନିସେନା ଅନୁମୋଦନ: [1285, 601, 1488, 724]
kicker-banner: କଂଗ୍ରେସର ତାତ୍ସଲ୍ୟ: [405, 1626, 710, 1676]
dateline: ■ ତିରୁଅନନ୍ତପୁରମ, ୧୬।୨।୨୬:: [631, 2161, 742, 2193]
article-body: ଫ୍ରାନ୍ସର ରାଷ୍ଟ୍ରପତି ଇମାନୁଏଲ ମାକ୍ରନ ଭାରତ ଗସ୍ତରେ ଆସି ପ୍ରଧାନମନ୍ତ୍ରୀ ନରେନ୍ଦ୍ର ମୋଦିଙ୍କ ସହ ଦ୍ୱିପାକ୍ଷିକ ବୈଠକ କରିବେ। ଏହି ଗସ୍ତ ସମୟରେ ରାଫାଲ ଯୁଦ୍ଧବିମାନ କ୍ରୟ ପ୍ରସ୍ତାବକୁ ଭିତ୍ତି କରି ଆଲୋଚନା ହେବ। ଏହି ପ୍ରସ୍ତାବକୁ ତିନିସେନା ଅନୁମୋଦନ: [1166, 525, 1488, 595]
headline-trade: ବାଣିଜ୍ୟିକ ନିଅଣ୍ଟ ବଢ଼ିଲା: [69, 2099, 308, 2126]
article-rajpal: [585, 1399, 1180, 1610]
article-body-cont: ଆସନ୍ତା ମାର୍ଚ୍ଚ ପ୍ରଥମ ସପ୍ତାହରେ କାନାଡ଼ା ପ୍ରଧାନମନ୍ତ୍ରୀ ମାର୍କ କାର୍ନି ଭାରତ ଗସ୍ତରେ ଆସୁଛନ୍ତି। ଏହି ଗସ୍ତ ସମୟରେ ଉଭୟ ଦେଶ ମଧ୍ୟରେ ବାଣିଜ୍ୟ ଚୁକ୍ତି ନେଇ ଆଲୋଚନା ହେବ। ସେ ପ୍ରଧାନମନ୍ତ୍ରୀ ନରେନ୍ଦ୍ର ମୋଦିଙ୍କ ସହ ଆଲୋଚନା କରିବେ ବୋଲି ସୂଚନା ମିଳିଛି। ଆମେରିକା ସହ ସମ୍ପର୍କ ତିକ୍ତ ହେବା ପରେ କାନାଡ଼ା ଭାରତ ସହ ସମ୍ପର୍କ: [36, 504, 216, 681]
dateline: ■ ଜେନେଭା, ୧୬।୨।୨୬:: [36, 1447, 170, 1462]
body-text: ଦକ୍ଷିଣ ସ୍ୱିଜରଲାଣ୍ଡରେ ବରଫ ଅତଡ଼ା ଧସିବାରୁ ଏକ ଯାତ୍ରୀବାହୀ ଟ୍ରେନ ଲାଇନଚ୍ୟୁତ ହୋଇଛି। ଟ୍ରେନରେ ୮୦ ଜଣ ଯାତ୍ରୀ ଥିଲେ। ସୋମବାର ସକାଳେ ଏହି ଦୁର୍ଘଟଣା ଘଟିଛି। ଅନେକ ଯାତ୍ରୀ ଆହତ ହୋଇଥିବା ବେଳେ ବହୁ ମୃତାହତ ଆଶଙ୍କା କରାଯାଉଛି। ଉଦ୍ଧାର କାର୍ଯ୍ୟ ଜାରି: [36, 1447, 207, 1606]
photo-caption: ସଦସ୍ୟ ରାଷ୍ଟ୍ରମାନେ ୧୦ ବିଲିୟନ ଡଲାର ଦେବେ: [218, 1222, 528, 1249]
article-body: ଚଳିତ ମାସ ୨୫ରେ ପ୍ରଧାନମନ୍ତ୍ରୀ ନରେନ୍ଦ୍ର ମୋଦି ଦୁଇଦିନିଆ ଇସ୍ରାଏଲ ଗସ୍ତରେ ଯିବେ। ଇସ୍ରାଏଲ ପ୍ରଧାନମନ୍ତ୍ରୀ ବେଞ୍ଜାମିନ ନେତାନ୍ୟାହୁ ଏହି ସୂଚନା ପ୍ରଦାନ କରି କହିଛନ୍ତି ଯେ, ଭାରତ ସହିତ ଇସ୍ରାଏଲର ସମ୍ପର୍କ ସୁଦୃଢ଼ ଏବଂ ସମ୍ପ୍ରସାରିତ। ପ୍ରଧାନମନ୍ତ୍ରୀ ମୋଦି ଇସ୍ରାଏଲ ସହିତ ସମ୍ପର୍କ ଉପରେ ଗୁରୁତ୍ୱ ଦେଉଛନ୍ତି। ନେତାନ୍ୟାହୁ: [1166, 123, 1359, 282]
headline-gujarat: ଗୁଜରାଟରେ ୨୮ ସ୍କୁଲକୁ ବୋମା ଧମକ: [36, 1625, 338, 1653]
page-number: ପୃଷ୍ଠା : ୧୦: [1061, 137, 1135, 162]
headline: ବିବାହ ପୂର୍ବରୁ ଶାରୀରିକ ସମ୍ପର୍କକୁ ସୁପ୍ରିମକୋର୍ଟଙ୍କ ନାପସନ୍ଦ: [1218, 957, 1476, 1039]
body-col3: ଗାଜାରେ ସ୍ଥାୟୀ ଶାନ୍ତି ପ୍ରତିଷ୍ଠା ଏବଂ ପୁନର୍ନିର୍ମାଣ ପାଇଁ ଗଠିତ ବୋର୍ଡ ଅଫ ପିସକୁ ଆମେରିକା ରାଷ୍ଟ୍ରପତି ଡୋନାଲ୍ଡ ଟ୍ରମ୍ପ ପ୍ରଶଂସା କରିଛନ୍ତି। ବୋର୍ଡର ସଦସ୍ୟ ରାଷ୍ଟ୍ରମାନେ ଗାଜାର ବିକାଶ ପାଇଁ ୧୦ ବିଲିୟନ ଡଲାର ଦେବାକୁ ରାଜି ହୋଇଛନ୍ତି ବୋଲି ସେ କହିଛନ୍ତି। ଆସନ୍ତା ସପ୍ତାହରେ ୱାଶିଂଟନରେ ଅନୁଷ୍ଠିତ ବୈଠକରେ ପ୍ରାୟ ୨୦ ଦେଶର ପ୍ରତିନିଧି ସାମିଲ ହେବେ। ଟ୍ରମ୍ପ କହିଛନ୍ତି ଯେ ଏହି ବୋର୍ଡ ଇତିହାସର ସବୁଠାରୁ ପ୍ରଭାବଶାଳୀ ଅନ୍ତର୍ଜାତୀୟ ସଂସ୍ଥା ହେବ। ଗାଜାରେ ମାନବିକ ସହାୟତା ଓ ପୁନର୍ଗଠନ ପାଇଁ ଏହି ଅର୍ଥ ବିନିଯୋଗ କରାଯିବ। ଜାତିସଂଘ ସହିତ ମିଶି ବୋର୍ଡ କାର୍ଯ୍ୟ କରିବ ବୋଲି ସେ କହିଛନ୍ତି।: [539, 1030, 769, 1278]
